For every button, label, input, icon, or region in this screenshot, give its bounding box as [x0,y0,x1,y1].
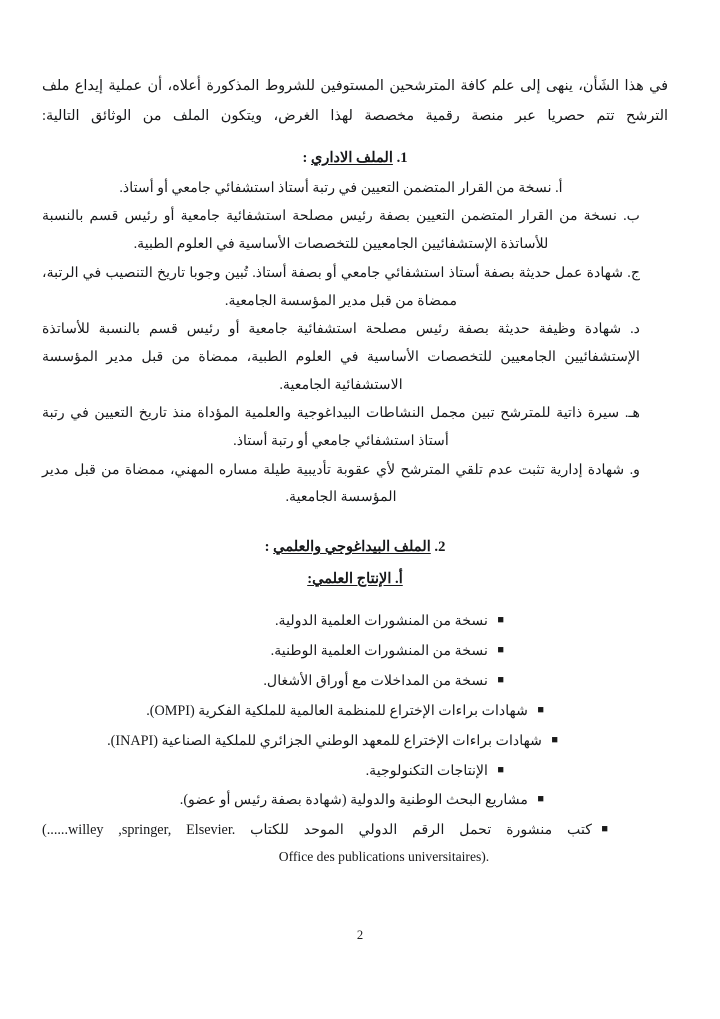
bullet-text: مشاريع البحث الوطنية والدولية (شهادة بصفة رئيس أو عضو). [179,792,528,809]
list-item [42,786,668,816]
intro-line-1: في هذا الشَأن، ينهى إلى علم كافة المترشحين المستوفين للشروط المذكورة أعلاه، أن عملية إيداع ملف [42,78,668,94]
section-1-number: 1. [396,150,408,167]
list-item [42,697,668,727]
bullet-text-latin: (......willey ,springer, Elsevier. [42,822,236,839]
bullet-text: نسخة من المنشورات العلمية الدولية. [274,613,488,630]
bullet-text: نسخة من المداخلات مع أوراق الأشغال. [263,673,488,690]
intro-line-2: الترشح تتم حصريا عبر منصة رقمية مخصصة لهذا الغرض، ويتكون الملف من الوثائق التالية: [42,107,668,124]
item-text: نسخة من القرار المتضمن التعيين بصفة رئيس مصلحة استشفائية جامعية أو رئيس قسم بالنسبة للأساتذة الإستشفائيين الجامعيين للتخصصات الأساسية في العلوم الطبية. [42,208,618,253]
intro-paragraph [42,72,668,131]
section-1-heading [42,145,668,173]
item-marker: ب. [623,208,640,225]
item-marker: أ. [555,179,563,196]
square-bullet-icon: ■ [551,733,558,746]
item-text: سيرة ذاتية للمترشح تبين مجمل النشاطات البيداغوجية والعلمية المؤداة منذ تاريخ التعيين في رتبة أستاذ استشفائي جامعي أو رتبة أستاذ. [42,405,620,449]
list-item [42,607,668,637]
bullet-text: شهادات براءات الإختراع للمعهد الوطني الجزائري للملكية الصناعية (INAPI). [107,732,542,749]
item-marker: ج. [627,264,641,281]
page-number: 2 [356,928,364,942]
section-2-heading [42,534,668,562]
list-item [42,457,640,512]
section-1-item-list [42,175,668,512]
list-item [42,203,640,258]
list-item [42,667,668,697]
section-2-title: الملف البيداغوجي والعلمي [273,539,431,556]
bullet-text [42,816,592,846]
section-1-title: الملف الاداري [310,150,393,167]
section-2-bullet-list [42,607,668,869]
list-item [42,727,668,757]
section-2-number: 2. [434,539,446,556]
list-item [42,637,668,667]
bullet-continuation-line [42,844,668,870]
section-1-colon: : [302,150,308,167]
square-bullet-icon: ■ [537,703,544,716]
square-bullet-icon: ■ [497,674,504,687]
bullet-text-arabic: كتب منشورة تحمل الرقم الدولي الموحد للكتاب [250,822,593,839]
square-bullet-icon: ■ [497,763,504,776]
square-bullet-icon: ■ [497,614,504,627]
square-bullet-icon: ■ [537,793,544,806]
list-item [42,400,640,455]
item-marker: و. [629,461,640,478]
item-text: شهادة إدارية تثبت عدم تلقي المترشح لأي عقوبة تأديبية طيلة مساره المهني، ممضاة من قبل مدير المؤسسة الجامعية. [42,461,625,506]
item-text: شهادة عمل حديثة بصفة أستاذ استشفائي جامعي أو بصفة أستاذ. تُبين وجوبا تاريخ التنصيب في الرتبة، ممضاة من قبل مدير المؤسسة الجامعية. [42,264,624,309]
list-item [42,260,640,315]
list-item [42,757,668,787]
square-bullet-icon: ■ [497,644,504,657]
bullet-continuation-latin: Office des publications universitaires). [278,848,490,864]
item-text: نسخة من القرار المتضمن التعيين في رتبة أستاذ استشفائي جامعي أو أستاذ. [119,179,552,196]
item-marker: د. [630,321,640,338]
bullet-text: الإنتاجات التكنولوجية. [365,762,488,779]
item-text: شهادة وظيفة حديثة بصفة رئيس مصلحة استشفائية جامعية أو رئيس قسم بالنسبة للأساتذة الإستشفائيين الجامعيين للتخصصات الأساسية في العلوم الطبية، ممضاة من قبل مدير المؤسسة الاستشفائية الجامعية. [42,321,640,393]
list-item [42,816,668,846]
section-2-subheading: أ. الإنتاج العلمي: [307,570,403,587]
bullet-text: نسخة من المنشورات العلمية الوطنية. [270,643,488,660]
page-content [42,72,668,870]
list-item [42,316,640,399]
square-bullet-icon: ■ [601,823,608,836]
section-2-colon: : [264,539,270,556]
bullet-text: شهادات براءات الإختراع للمنظمة العالمية للملكية الفكرية (OMPI). [146,702,528,719]
item-marker: هـ. [624,405,640,422]
list-item [42,175,640,203]
